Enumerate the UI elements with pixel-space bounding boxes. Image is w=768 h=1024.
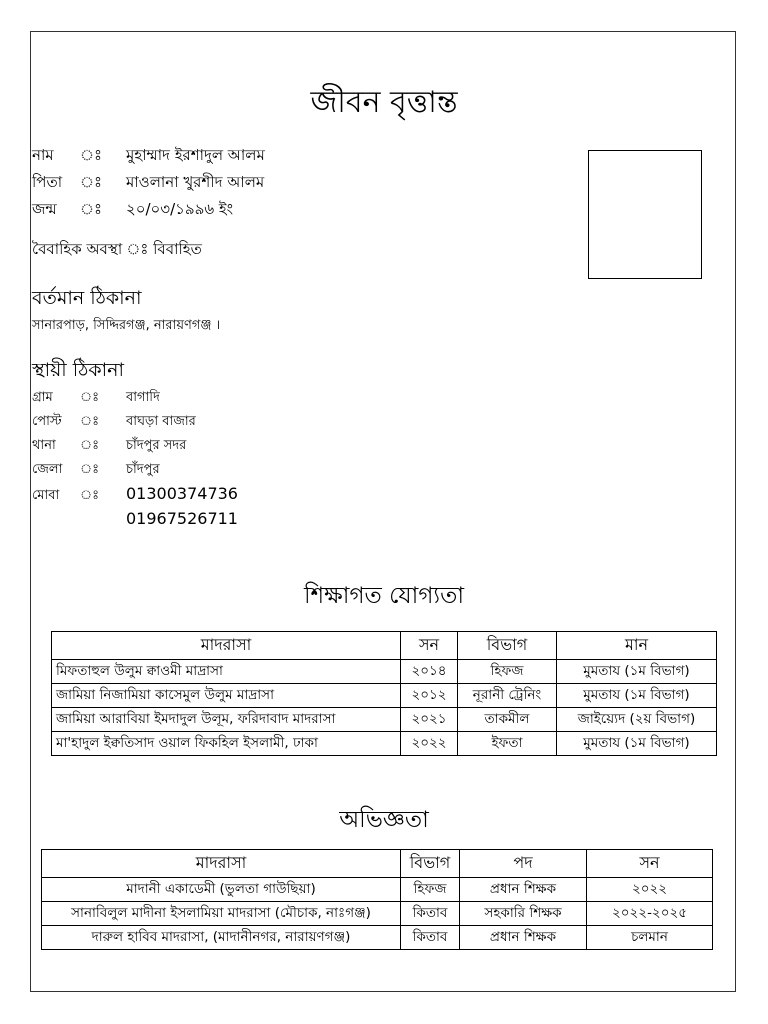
village-separator: ঃ xyxy=(80,390,100,405)
education-madrasa: জামিয়া আরাবিয়া ইমদাদুল উলূম, ফরিদাবাদ মাদরাসা xyxy=(52,708,401,732)
thana-label: থানা xyxy=(32,438,56,453)
education-grade: জাইয়্যেদ (২য় বিভাগ) xyxy=(557,708,717,732)
experience-position: প্রধান শিক্ষক xyxy=(460,878,587,902)
experience-madrasa: দারুল হাবিব মাদরাসা, (মাদানীনগর, নারায়ণগঞ্জ) xyxy=(42,926,401,950)
father-separator: ঃ xyxy=(80,173,103,191)
permanent-address-heading: স্থায়ী ঠিকানা xyxy=(32,359,124,381)
post-label: পোস্ট xyxy=(32,414,62,429)
table-row xyxy=(42,878,713,902)
experience-header-row xyxy=(42,850,713,878)
experience-table xyxy=(41,849,713,950)
education-header-year: সন xyxy=(401,632,458,660)
present-address-text: সানারপাড়, সিদ্দিরগঞ্জ, নারায়ণগঞ্জ । xyxy=(32,318,221,333)
father-label: পিতা xyxy=(32,173,63,191)
experience-department: হিফজ xyxy=(401,878,460,902)
father-value: মাওলানা খুরশীদ আলম xyxy=(126,173,265,191)
experience-position: প্রধান শিক্ষক xyxy=(460,926,587,950)
education-year: ২০১৪ xyxy=(401,660,458,684)
education-header-row xyxy=(52,632,717,660)
name-label: নাম xyxy=(32,146,54,164)
post-value: বাঘড়া বাজার xyxy=(126,414,196,429)
experience-header-year: সন xyxy=(587,850,713,878)
birth-separator: ঃ xyxy=(80,200,103,218)
education-heading: শিক্ষাগত যোগ্যতা xyxy=(303,583,465,609)
experience-header-department: বিভাগ xyxy=(401,850,460,878)
education-department: ইফতা xyxy=(458,732,557,756)
table-row xyxy=(52,732,717,756)
table-row xyxy=(42,926,713,950)
thana-value: চাঁদপুর সদর xyxy=(126,438,187,453)
table-row xyxy=(52,660,717,684)
education-header-grade: মান xyxy=(557,632,717,660)
name-separator: ঃ xyxy=(80,146,103,164)
page-title: জীবন বৃত্তান্ত xyxy=(310,85,458,120)
education-madrasa: মিফতাহুল উলুম ক্বাওমী মাদ্রাসা xyxy=(52,660,401,684)
table-row xyxy=(42,902,713,926)
experience-year: ২০২২-২০২৫ xyxy=(587,902,713,926)
birth-label: জন্ম xyxy=(32,200,57,218)
district-value: চাঁদপুর xyxy=(126,462,160,477)
marital-status: বৈবাহিক অবস্থা ঃ বিবাহিত xyxy=(32,240,202,258)
education-department: নূরানী ট্রেনিং xyxy=(458,684,557,708)
post-separator: ঃ xyxy=(80,414,100,429)
education-grade: মুমতায (১ম বিভাগ) xyxy=(557,660,717,684)
education-table xyxy=(51,631,717,756)
education-madrasa: মা'হাদুল ইক্বতিসাদ ওয়াল ফিকহিল ইসলামী, ঢাকা xyxy=(52,732,401,756)
mobile-number-1: 01300374736 xyxy=(126,484,238,503)
birth-value: ২০/০৩/১৯৯৬ ইং xyxy=(126,200,234,218)
table-row xyxy=(52,708,717,732)
education-year: ২০১২ xyxy=(401,684,458,708)
experience-year: চলমান xyxy=(587,926,713,950)
experience-madrasa: সানাবিলুল মাদীনা ইসলামিয়া মাদরাসা (মৌচাক, নাঃগঞ্জ) xyxy=(42,902,401,926)
experience-heading: অভিজ্ঞতা xyxy=(339,807,429,833)
village-value: বাগাদি xyxy=(126,390,160,405)
experience-position: সহকারি শিক্ষক xyxy=(460,902,587,926)
education-year: ২০২২ xyxy=(401,732,458,756)
education-grade: মুমতায (১ম বিভাগ) xyxy=(557,684,717,708)
education-grade: মুমতায (১ম বিভাগ) xyxy=(557,732,717,756)
mobile-label: মোবা xyxy=(32,488,60,503)
mobile-separator: ঃ xyxy=(80,488,100,503)
table-row xyxy=(52,684,717,708)
education-header-madrasa: মাদরাসা xyxy=(52,632,401,660)
name-value: মুহাম্মাদ ইরশাদুল আলম xyxy=(126,146,265,164)
education-department: হিফজ xyxy=(458,660,557,684)
education-madrasa: জামিয়া নিজামিয়া কাসেমুল উলুম মাদ্রাসা xyxy=(52,684,401,708)
experience-department: কিতাব xyxy=(401,902,460,926)
mobile-number-2: 01967526711 xyxy=(126,509,238,528)
experience-header-madrasa: মাদরাসা xyxy=(42,850,401,878)
education-year: ২০২১ xyxy=(401,708,458,732)
district-label: জেলা xyxy=(32,462,63,477)
experience-header-position: পদ xyxy=(460,850,587,878)
experience-year: ২০২২ xyxy=(587,878,713,902)
education-department: তাকমীল xyxy=(458,708,557,732)
photo-placeholder xyxy=(588,150,702,279)
present-address-heading: বর্তমান ঠিকানা xyxy=(32,287,142,309)
experience-madrasa: মাদানী একাডেমী (ভুলতা গাউছিয়া) xyxy=(42,878,401,902)
thana-separator: ঃ xyxy=(80,438,100,453)
education-header-department: বিভাগ xyxy=(458,632,557,660)
district-separator: ঃ xyxy=(80,462,100,477)
experience-department: কিতাব xyxy=(401,926,460,950)
village-label: গ্রাম xyxy=(32,390,53,405)
